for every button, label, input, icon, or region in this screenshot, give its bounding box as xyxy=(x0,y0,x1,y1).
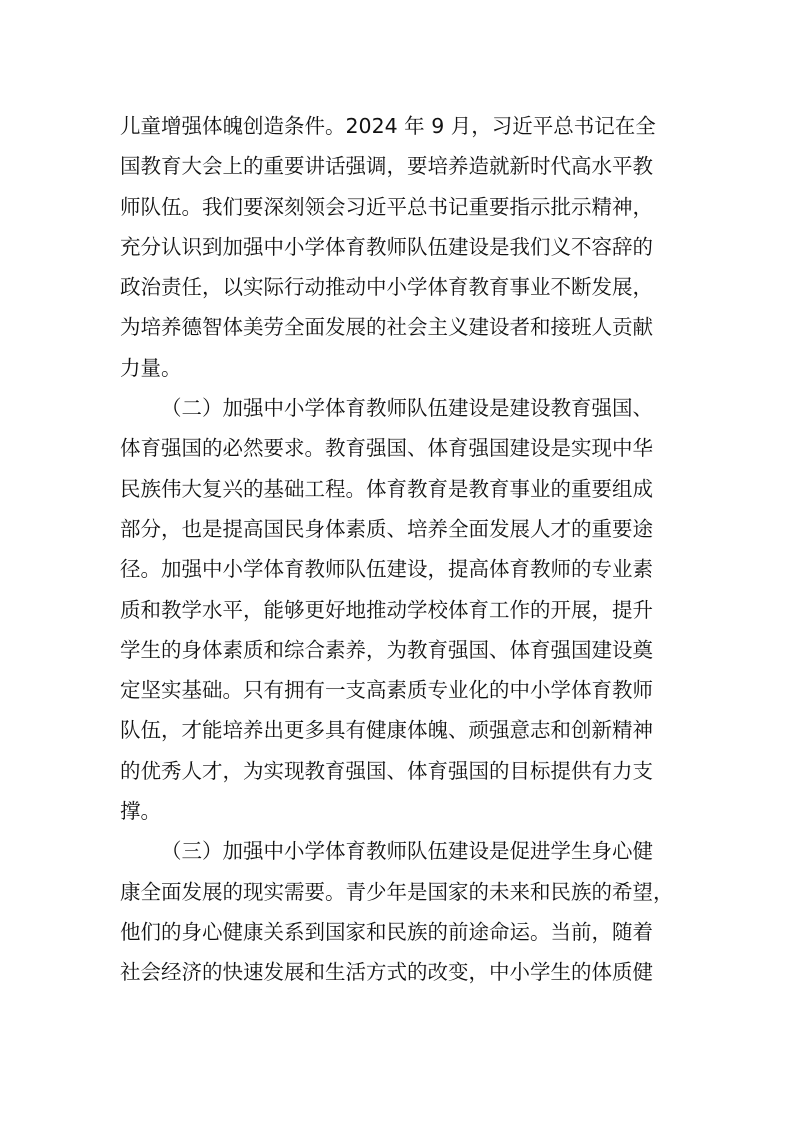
text-line: 政治责任，以实际行动推动中小学体育教育事业不断发展， xyxy=(120,275,653,300)
text-line: 体育强国的必然要求。教育强国、体育强国建设是实现中华 xyxy=(120,436,653,461)
text-line: 国教育大会上的重要讲话强调，要培养造就新时代高水平教 xyxy=(120,154,653,179)
text-line: 社会经济的快速发展和生活方式的改变，中小学生的体质健 xyxy=(120,960,653,985)
text-line: 的优秀人才，为实现教育强国、体育强国的目标提供有力支 xyxy=(120,758,653,783)
text-line: 师队伍。我们要深刻领会习近平总书记重要指示批示精神， xyxy=(120,194,653,219)
text-line: 民族伟大复兴的基础工程。体育教育是教育事业的重要组成 xyxy=(120,476,653,501)
section-heading-line: （二）加强中小学体育教师队伍建设是建设教育强国、 xyxy=(161,396,653,421)
text-line: 他们的身心健康关系到国家和民族的前途命运。当前，随着 xyxy=(120,919,653,944)
text-line: 学生的身体素质和综合素养，为教育强国、体育强国建设奠 xyxy=(120,637,653,662)
text-line: 径。加强中小学体育教师队伍建设，提高体育教师的专业素 xyxy=(120,557,653,582)
text-line: 定坚实基础。只有拥有一支高素质专业化的中小学体育教师 xyxy=(120,678,653,703)
text-line: 力量。 xyxy=(120,355,182,380)
text-line: 康全面发展的现实需要。青少年是国家的未来和民族的希望， xyxy=(120,879,674,904)
text-line: 儿童增强体魄创造条件。2024 年 9 月，习近平总书记在全 xyxy=(120,114,656,138)
text-line: 充分认识到加强中小学体育教师队伍建设是我们义不容辞的 xyxy=(120,234,653,259)
text-line: 撑。 xyxy=(120,799,161,824)
text-line: 队伍，才能培养出更多具有健康体魄、顽强意志和创新精神 xyxy=(120,718,653,743)
body-text xyxy=(120,106,680,993)
text-line: 为培养德智体美劳全面发展的社会主义建设者和接班人贡献 xyxy=(120,315,653,340)
text-line: 质和教学水平，能够更好地推动学校体育工作的开展，提升 xyxy=(120,597,653,622)
text-line: 部分，也是提高国民身体素质、培养全面发展人才的重要途 xyxy=(120,516,653,541)
section-heading-line: （三）加强中小学体育教师队伍建设是促进学生身心健 xyxy=(161,839,653,864)
